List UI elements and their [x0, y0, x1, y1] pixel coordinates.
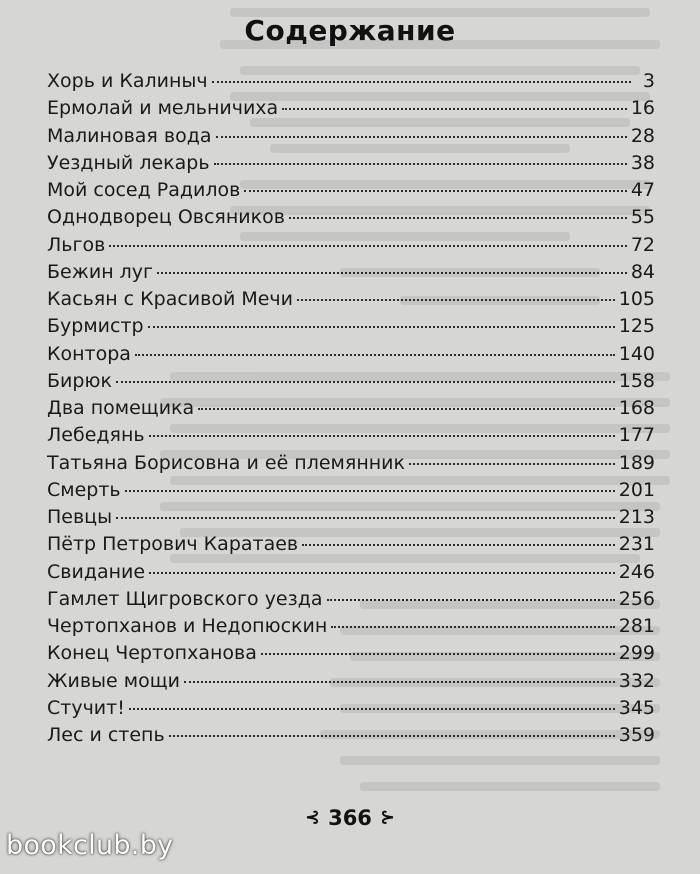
toc-entry-title: Смерть: [47, 478, 121, 501]
dot-leader: [244, 190, 626, 192]
toc-entry-title: Бурмистр: [47, 315, 144, 338]
toc-entry-title: Певцы: [47, 506, 113, 528]
dot-leader: [157, 272, 627, 274]
dot-leader: [116, 517, 615, 519]
dot-leader: [216, 136, 627, 138]
dot-leader: [297, 299, 615, 301]
toc-entry-title: Лебедянь: [47, 424, 145, 447]
dot-leader: [169, 735, 615, 737]
toc-entry: [47, 613, 655, 640]
toc-entry: [47, 123, 655, 150]
toc-entry-page: 359: [618, 724, 655, 746]
toc-entry-title: Лес и степь: [47, 724, 165, 746]
toc-entry: [47, 232, 655, 259]
toc-entry: [47, 559, 655, 586]
dot-leader: [302, 544, 615, 546]
toc-entry: [47, 150, 655, 177]
toc-entry-page: 3: [642, 70, 655, 92]
toc-entry-title: Свидание: [47, 560, 146, 583]
watermark: bookclub.by: [6, 830, 174, 861]
toc-entry: [47, 640, 655, 667]
toc-entry-title: Льгов: [47, 233, 106, 256]
toc-entry-page: 201: [618, 478, 655, 501]
toc-entry: [47, 395, 655, 422]
toc-entry: [47, 668, 655, 695]
toc-entry-page: 168: [618, 397, 655, 419]
toc-entry-page: 105: [618, 288, 655, 310]
toc-entry-title: Чертопханов и Недопюскин: [47, 615, 328, 637]
dot-leader: [212, 81, 631, 83]
toc-entry: [47, 95, 655, 122]
dot-leader: [129, 708, 615, 710]
toc-entry-page: 299: [618, 642, 655, 665]
toc-entry-page: 28: [630, 124, 655, 147]
folio-ornament-left-icon: ⊰: [304, 807, 321, 828]
toc-entry: [47, 695, 655, 722]
toc-entry: [47, 504, 655, 531]
dot-leader: [331, 626, 614, 628]
toc-entry: [47, 450, 655, 477]
toc-entry: [47, 586, 655, 613]
toc-entry-page: 177: [618, 424, 655, 447]
toc-entry-page: 55: [630, 206, 655, 229]
toc-entry-page: 158: [618, 369, 655, 392]
toc-entry-page: 213: [618, 506, 655, 528]
dot-leader: [125, 490, 615, 492]
toc-entry-page: 84: [630, 260, 655, 283]
toc-entry: [47, 368, 655, 395]
toc-entry-page: 345: [618, 696, 655, 719]
toc-entry: [47, 68, 655, 95]
toc-entry-title: Хорь и Калиныч: [47, 70, 208, 92]
dot-leader: [409, 463, 615, 465]
toc-entry-title: Касьян с Красивой Мечи: [47, 288, 294, 310]
toc-entry-page: 47: [630, 179, 655, 201]
dot-leader: [135, 354, 615, 356]
toc-entry-page: 38: [630, 151, 655, 174]
toc-entry: [47, 722, 655, 749]
toc-entry: [47, 204, 655, 231]
page-number: 366: [328, 806, 372, 830]
toc-entry-title: Контора: [47, 342, 131, 365]
toc-entry-title: Однодворец Овсяников: [47, 206, 285, 229]
dot-leader: [184, 681, 615, 683]
toc-entry-title: Мой сосед Радилов: [47, 179, 241, 201]
toc-entry-title: Конец Чертопханова: [47, 642, 257, 665]
toc-entry-title: Уездный лекарь: [47, 151, 210, 174]
toc-entry-title: Татьяна Борисовна и её племянник: [47, 451, 405, 474]
dot-leader: [198, 408, 615, 410]
toc-entry: [47, 313, 655, 340]
toc-entry-page: 246: [618, 560, 655, 583]
toc-entry-title: Живые мощи: [47, 669, 180, 692]
dot-leader: [289, 217, 627, 219]
toc-entry-page: 125: [618, 315, 655, 338]
toc-entry-title: Ермолай и мельничиха: [47, 97, 279, 120]
toc-entry-title: Пётр Петрович Каратаев: [47, 533, 299, 556]
page-number-folio: [0, 806, 700, 830]
dot-leader: [116, 381, 615, 383]
toc-entry-page: 72: [630, 233, 655, 256]
toc-entry-title: Стучит!: [47, 696, 125, 719]
dot-leader: [149, 435, 615, 437]
dot-leader: [214, 163, 627, 165]
toc-entry: [47, 341, 655, 368]
toc-entry-page: 16: [630, 97, 655, 120]
toc-entry-title: Бирюк: [47, 369, 112, 392]
toc-entry-page: 332: [618, 669, 655, 692]
dot-leader: [148, 326, 615, 328]
dot-leader: [109, 245, 627, 247]
toc-entry-title: Бежин луг: [47, 260, 154, 283]
toc-entry: [47, 531, 655, 558]
folio-ornament-right-icon: ⊱: [379, 807, 396, 828]
table-of-contents: [47, 68, 655, 749]
toc-entry: [47, 286, 655, 313]
toc-entry-title: Гамлет Щигровского уезда: [47, 587, 323, 610]
page-title: Содержание: [244, 14, 456, 47]
toc-entry-title: Два помещика: [47, 397, 195, 419]
toc-entry: [47, 259, 655, 286]
toc-entry-page: 140: [618, 342, 655, 365]
toc-entry: [47, 477, 655, 504]
toc-entry-title: Малиновая вода: [47, 124, 212, 147]
toc-entry-page: 189: [618, 451, 655, 474]
toc-entry: [47, 177, 655, 204]
toc-entry: [47, 422, 655, 449]
dot-leader: [261, 653, 615, 655]
toc-entry-page: 231: [618, 533, 655, 556]
toc-entry-page: 281: [618, 615, 655, 637]
dot-leader: [327, 599, 615, 601]
dot-leader: [282, 108, 627, 110]
toc-entry-page: 256: [618, 587, 655, 610]
dot-leader: [149, 572, 615, 574]
